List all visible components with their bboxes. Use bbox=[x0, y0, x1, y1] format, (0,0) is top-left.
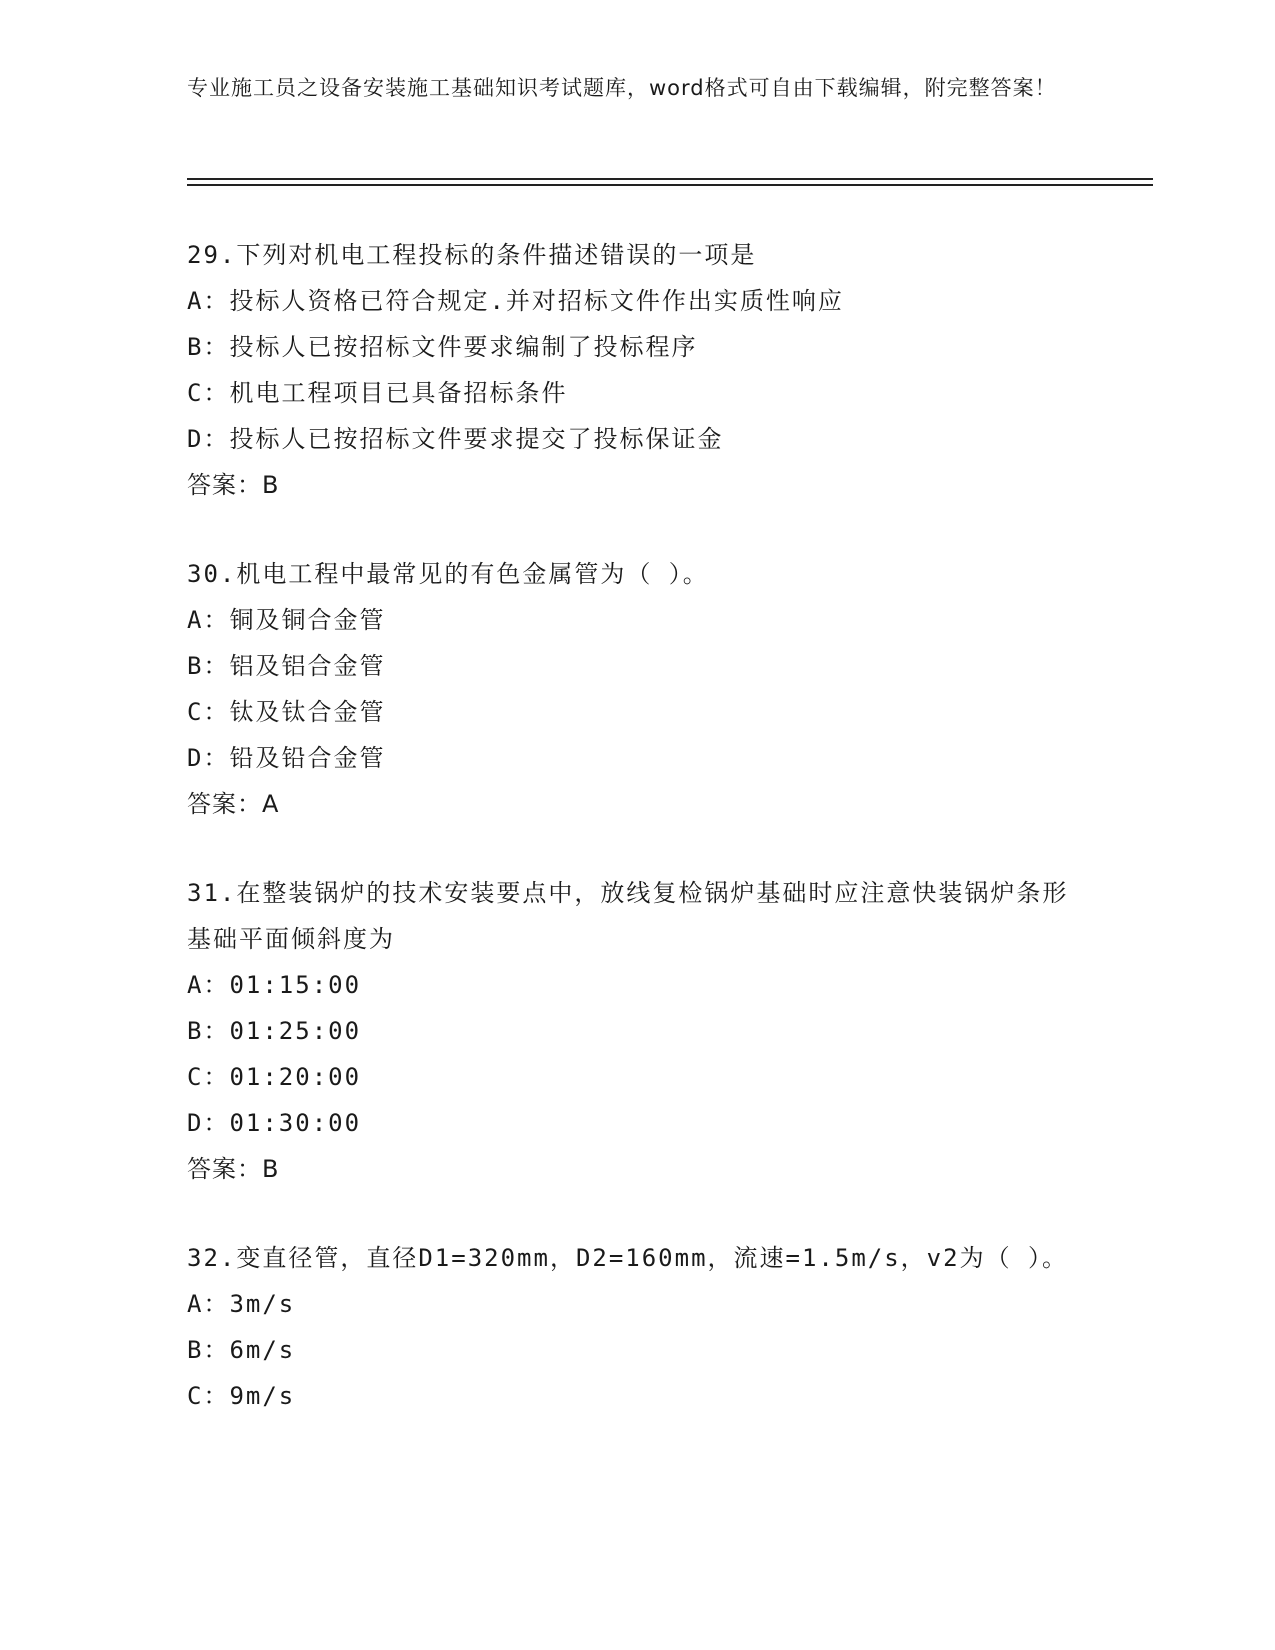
option-c: C：钛及钛合金管 bbox=[187, 698, 386, 726]
option-a: A：铜及铜合金管 bbox=[187, 606, 386, 634]
option-a: A：01:15:00 bbox=[187, 971, 362, 999]
option-b: B：01:25:00 bbox=[187, 1017, 362, 1045]
question-stem: 29.下列对机电工程投标的条件描述错误的一项是 bbox=[187, 241, 757, 269]
header-divider-bottom bbox=[187, 184, 1153, 186]
question-stem: 31.在整装锅炉的技术安装要点中，放线复检锅炉基础时应注意快装锅炉条形基础平面倾斜度为 bbox=[187, 879, 1069, 953]
option-d: D：01:30:00 bbox=[187, 1109, 362, 1137]
answer-label: 答案：B bbox=[187, 471, 280, 499]
question-29 bbox=[187, 232, 1087, 508]
option-c: C：机电工程项目已具备招标条件 bbox=[187, 379, 568, 407]
question-31 bbox=[187, 870, 1087, 1192]
option-d: D：投标人已按招标文件要求提交了投标保证金 bbox=[187, 425, 724, 453]
option-b: B：投标人已按招标文件要求编制了投标程序 bbox=[187, 333, 698, 361]
header-divider-top bbox=[187, 178, 1153, 180]
option-c: C：9m/s bbox=[187, 1382, 296, 1410]
option-b: B：铝及铝合金管 bbox=[187, 652, 386, 680]
question-stem: 30.机电工程中最常见的有色金属管为（ ）。 bbox=[187, 560, 709, 588]
document-header: 专业施工员之设备安装施工基础知识考试题库，word格式可自由下载编辑，附完整答案！ bbox=[187, 76, 1057, 100]
question-32 bbox=[187, 1235, 1087, 1419]
option-a: A：3m/s bbox=[187, 1290, 296, 1318]
option-a: A：投标人资格已符合规定.并对招标文件作出实质性响应 bbox=[187, 287, 844, 315]
option-c: C：01:20:00 bbox=[187, 1063, 362, 1091]
option-b: B：6m/s bbox=[187, 1336, 296, 1364]
answer-label: 答案：B bbox=[187, 1155, 280, 1183]
option-d: D：铅及铅合金管 bbox=[187, 744, 386, 772]
answer-label: 答案：A bbox=[187, 790, 280, 818]
question-30 bbox=[187, 551, 1087, 827]
question-stem: 32.变直径管，直径D1=320mm，D2=160mm，流速=1.5m/s，v2为（ ）。 bbox=[187, 1244, 1069, 1272]
